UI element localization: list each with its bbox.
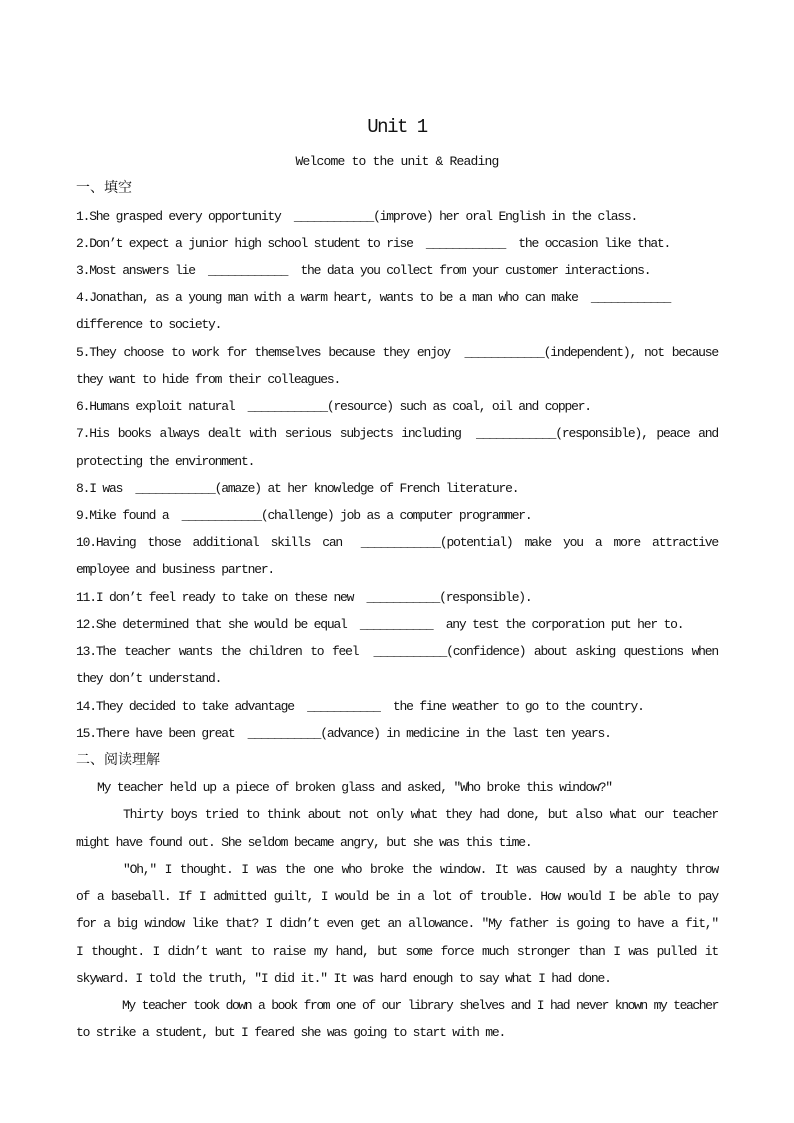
- question-8: [76, 475, 718, 502]
- question-number: 1.: [76, 208, 90, 224]
- question-number: 7.: [76, 426, 90, 442]
- question-9: [76, 502, 718, 529]
- question-text-after: (responsible).: [439, 589, 532, 605]
- paragraph-line: My teacher took down a book from one of our library shelves and I had never known my teacher: [122, 997, 718, 1013]
- question-text: They decided to take advantage: [95, 698, 294, 714]
- reading-paragraph-2: [76, 801, 718, 855]
- reading-paragraph-1: [76, 774, 718, 801]
- question-text-after: the fine weather to go to the country.: [392, 698, 644, 714]
- question-number: 12.: [76, 616, 96, 632]
- reading-paragraph-3: [76, 856, 718, 992]
- paragraph-line: I thought. I didn’t want to raise my hand, but some force much stronger than I was pulled it: [76, 943, 718, 959]
- question-text-after: any test the corporation put her to.: [445, 616, 684, 632]
- question-number: 2.: [76, 235, 90, 251]
- question-text-after: (resource) such as coal, oil and copper.: [326, 399, 591, 415]
- answer-blank: ___________: [247, 725, 321, 741]
- question-12: [76, 611, 718, 638]
- question-text-after: (advance) in medicine in the last ten years.: [320, 725, 611, 741]
- question-text-after: the occasion like that.: [518, 235, 671, 251]
- answer-blank: ____________: [360, 535, 440, 551]
- question-number: 13.: [76, 644, 96, 660]
- question-15: [76, 720, 718, 747]
- question-line: [76, 584, 718, 611]
- answer-blank: ____________: [293, 208, 374, 224]
- question-line: [76, 720, 718, 747]
- paragraph-line: My teacher held up a piece of broken glass and asked, ″Who broke this window?″: [97, 780, 612, 796]
- question-continuation: they want to hide from their colleagues.: [76, 371, 341, 387]
- section-heading-reading: 二、阅读理解: [76, 751, 160, 768]
- question-11: [76, 584, 718, 611]
- question-text: They choose to work for themselves because they enjoy: [89, 344, 450, 360]
- question-text: His books always dealt with serious subjects including: [89, 426, 461, 442]
- question-text: The teacher wants the children to feel: [95, 644, 359, 660]
- paragraph-line: of a baseball. If I admitted guilt, I would be in a lot of trouble. How would I be able to pay: [76, 889, 718, 905]
- question-continuation: difference to society.: [76, 317, 222, 333]
- question-number: 4.: [76, 290, 90, 306]
- question-text: She determined that she would be equal: [95, 616, 347, 632]
- question-text: Don’t expect a junior high school student to rise: [89, 235, 413, 251]
- question-number: 14.: [76, 698, 96, 714]
- question-line: [76, 203, 718, 230]
- question-text-after: (improve) her oral English in the class.: [373, 208, 638, 224]
- question-line: [76, 693, 718, 720]
- question-text: Mike found a: [89, 508, 169, 524]
- question-5: [76, 339, 718, 393]
- section-heading-fill-in: 一、填空: [76, 180, 132, 197]
- question-text: I don’t feel ready to take on these new: [95, 589, 354, 605]
- question-line: [76, 420, 718, 447]
- question-text: There have been great: [95, 725, 235, 741]
- question-10: [76, 529, 718, 583]
- question-continuation: they don’t understand.: [76, 671, 222, 687]
- question-number: 3.: [76, 263, 90, 279]
- question-line: [76, 502, 718, 529]
- question-line: [76, 284, 718, 311]
- question-continuation: employee and business partner.: [76, 562, 275, 578]
- answer-blank: ____________: [208, 263, 288, 279]
- question-text-after: (responsible), peace and: [555, 426, 718, 442]
- question-text-after: (independent), not because: [543, 344, 718, 360]
- answer-blank: ___________: [307, 698, 380, 714]
- question-text: Having those additional skills can: [95, 535, 343, 551]
- question-13: [76, 638, 718, 692]
- question-text-after: (potential) make you a more attractive: [439, 535, 718, 551]
- question-number: 9.: [76, 508, 90, 524]
- answer-blank: ___________: [366, 589, 440, 605]
- question-text-after: the data you collect from your customer interactions.: [300, 263, 651, 279]
- question-3: [76, 257, 718, 284]
- paragraph-line: might have found out. She seldom became angry, but she was this time.: [76, 834, 532, 850]
- question-7: [76, 420, 718, 474]
- answer-blank: ____________: [464, 344, 544, 360]
- answer-blank: ____________: [135, 480, 215, 496]
- question-continuation: protecting the environment.: [76, 453, 255, 469]
- answer-blank: ____________: [425, 235, 506, 251]
- question-line: [76, 529, 718, 556]
- paragraph-line: to strike a student, but I feared she was going to start with me.: [76, 1025, 506, 1041]
- paragraph-line: Thirty boys tried to think about not only what they had done, but also what our teacher: [123, 807, 718, 823]
- question-1: [76, 203, 718, 230]
- question-number: 8.: [76, 480, 90, 496]
- question-14: [76, 693, 718, 720]
- answer-blank: ____________: [247, 399, 327, 415]
- question-line: [76, 257, 718, 284]
- page-title: Unit 1: [367, 116, 427, 138]
- question-text-after: (amaze) at her knowledge of French literature.: [214, 480, 519, 496]
- question-line: [76, 611, 718, 638]
- question-2: [76, 230, 718, 257]
- paragraph-line: ″Oh,″ I thought. I was the one who broke the window. It was caused by a naughty throw: [123, 861, 718, 877]
- question-4: [76, 284, 718, 338]
- question-6: [76, 393, 718, 420]
- question-text: I was: [89, 480, 123, 496]
- worksheet-content: [76, 175, 718, 1046]
- question-text: She grasped every opportunity: [89, 208, 281, 224]
- question-line: [76, 475, 718, 502]
- answer-blank: ____________: [476, 426, 556, 442]
- answer-blank: ___________: [359, 616, 433, 632]
- question-number: 5.: [76, 344, 90, 360]
- answer-blank: ____________: [590, 290, 671, 306]
- question-text: Jonathan, as a young man with a warm heart, wants to be a man who can make: [89, 290, 578, 306]
- question-text-after: (challenge) job as a computer programmer.: [260, 508, 532, 524]
- answer-blank: ____________: [181, 508, 261, 524]
- question-text-after: (confidence) about asking questions when: [446, 644, 718, 660]
- page-subtitle: Welcome to the unit & Reading: [295, 154, 499, 169]
- answer-blank: ___________: [373, 644, 447, 660]
- question-number: 15.: [76, 725, 96, 741]
- question-line: [76, 339, 718, 366]
- reading-paragraph-4: [76, 992, 718, 1046]
- paragraph-line: skyward. I told the truth, ″I did it.″ It was hard enough to say what I had done.: [76, 970, 611, 986]
- question-text: Humans exploit natural: [89, 399, 235, 415]
- question-number: 11.: [76, 589, 96, 605]
- question-line: [76, 638, 718, 665]
- question-line: [76, 393, 718, 420]
- question-line: [76, 230, 718, 257]
- question-number: 6.: [76, 399, 90, 415]
- question-number: 10.: [76, 535, 96, 551]
- paragraph-line: for a big window like that? I didn’t even get an allowance. ″My father is going to have a fit,″: [76, 916, 718, 932]
- question-text: Most answers lie: [89, 263, 195, 279]
